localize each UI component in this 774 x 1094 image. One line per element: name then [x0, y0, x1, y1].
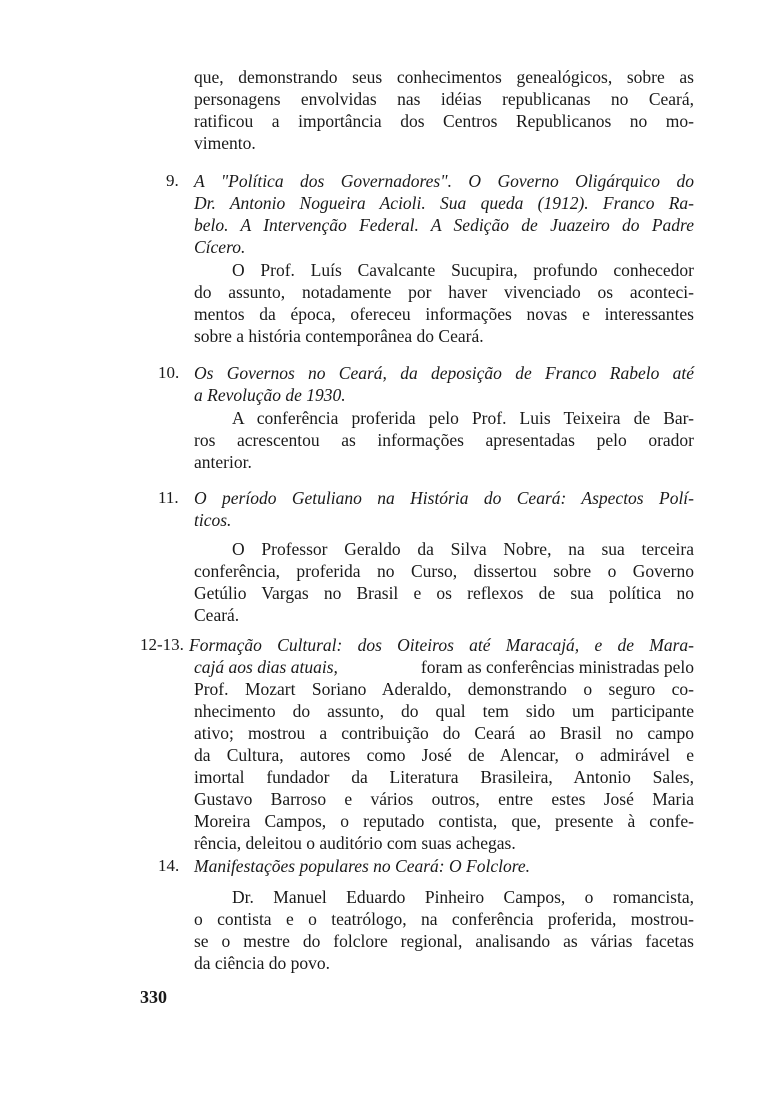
item-body-line: imortal fundador da Literatura Brasileira, Antonio Sales,: [194, 767, 694, 787]
item-body-line: ros acrescentou as informações apresentadas pelo orador: [194, 430, 694, 450]
item-body-line: Moreira Campos, o reputado contista, que, presente à confe-: [194, 811, 694, 831]
item-body-line: do assunto, notadamente por haver vivenciado os aconteci-: [194, 282, 694, 302]
item-title-italic: cajá aos dias atuais,: [194, 657, 338, 677]
intro-line: vimento.: [194, 133, 256, 153]
item-body-line: se o mestre do folclore regional, analisando as várias facetas: [194, 931, 694, 951]
item-body-line: ativo; mostrou a contribuição do Ceará ao Brasil no campo: [194, 723, 694, 743]
item-title-line: ticos.: [194, 510, 232, 530]
item-body-line: O Professor Geraldo da Silva Nobre, na sua terceira: [232, 539, 694, 559]
intro-line: personagens envolvidas nas idéias republicanas no Ceará,: [194, 89, 694, 109]
item-title-line: Cícero.: [194, 237, 246, 257]
item-title-line: a Revolução de 1930.: [194, 385, 346, 405]
item-number: 14.: [158, 856, 180, 875]
item-number: 10.: [158, 363, 180, 382]
item-title-rest: foram as conferências ministradas pelo: [416, 657, 694, 677]
item-title-line-mixed: [194, 656, 694, 678]
item-title-line: Formação Cultural: dos Oiteiros até Maracajá, e de Mara-: [189, 635, 694, 655]
item-body-line: da ciência do povo.: [194, 953, 331, 973]
item-body-line: rência, deleitou o auditório com suas achegas.: [194, 833, 516, 853]
item-title-line: belo. A Intervenção Federal. A Sedição de Juazeiro do Padre: [194, 215, 694, 235]
item-body-line: o contista e o teatrólogo, na conferência proferida, mostrou-: [194, 909, 694, 929]
item-body-line: Gustavo Barroso e vários outros, entre estes José Maria: [194, 789, 694, 809]
item-body-line: Dr. Manuel Eduardo Pinheiro Campos, o romancista,: [232, 887, 694, 907]
intro-line: que, demonstrando seus conhecimentos genealógicos, sobre as: [194, 67, 694, 87]
item-body-line: Ceará.: [194, 605, 240, 625]
item-body-line: da Cultura, autores como José de Alencar, o admirável e: [194, 745, 694, 765]
item-title-line: A "Política dos Governadores". O Governo Oligárquico do: [194, 171, 694, 191]
item-title-line: Os Governos no Ceará, da deposição de Franco Rabelo até: [194, 363, 694, 383]
item-body-line: nhecimento do assunto, do qual tem sido um participante: [194, 701, 694, 721]
item-body-line: Getúlio Vargas no Brasil e os reflexos de sua política no: [194, 583, 694, 603]
item-title-line: Dr. Antonio Nogueira Acioli. Sua queda (1912). Franco Ra-: [194, 193, 694, 213]
intro-line: ratificou a importância dos Centros Republicanos no mo-: [194, 111, 694, 131]
item-body-line: O Prof. Luís Cavalcante Sucupira, profundo conhecedor: [232, 260, 694, 280]
item-body-line: mentos da época, ofereceu informações novas e interessantes: [194, 304, 694, 324]
item-number: 9.: [166, 171, 179, 190]
page-number: 330: [140, 987, 167, 1007]
item-body-line: Prof. Mozart Soriano Aderaldo, demonstrando o seguro co-: [194, 679, 694, 699]
item-number: 11.: [158, 488, 179, 507]
item-title-line: O período Getuliano na História do Ceará: Aspectos Polí-: [194, 488, 694, 508]
item-body-line: anterior.: [194, 452, 252, 472]
item-body-line: conferência, proferida no Curso, dissertou sobre o Governo: [194, 561, 694, 581]
item-body-line: sobre a história contemporânea do Ceará.: [194, 326, 484, 346]
item-body-line: A conferência proferida pelo Prof. Luis Teixeira de Bar-: [232, 408, 694, 428]
item-number: 12-13.: [140, 635, 184, 654]
item-title-line: Manifestações populares no Ceará: O Folclore.: [194, 856, 531, 876]
